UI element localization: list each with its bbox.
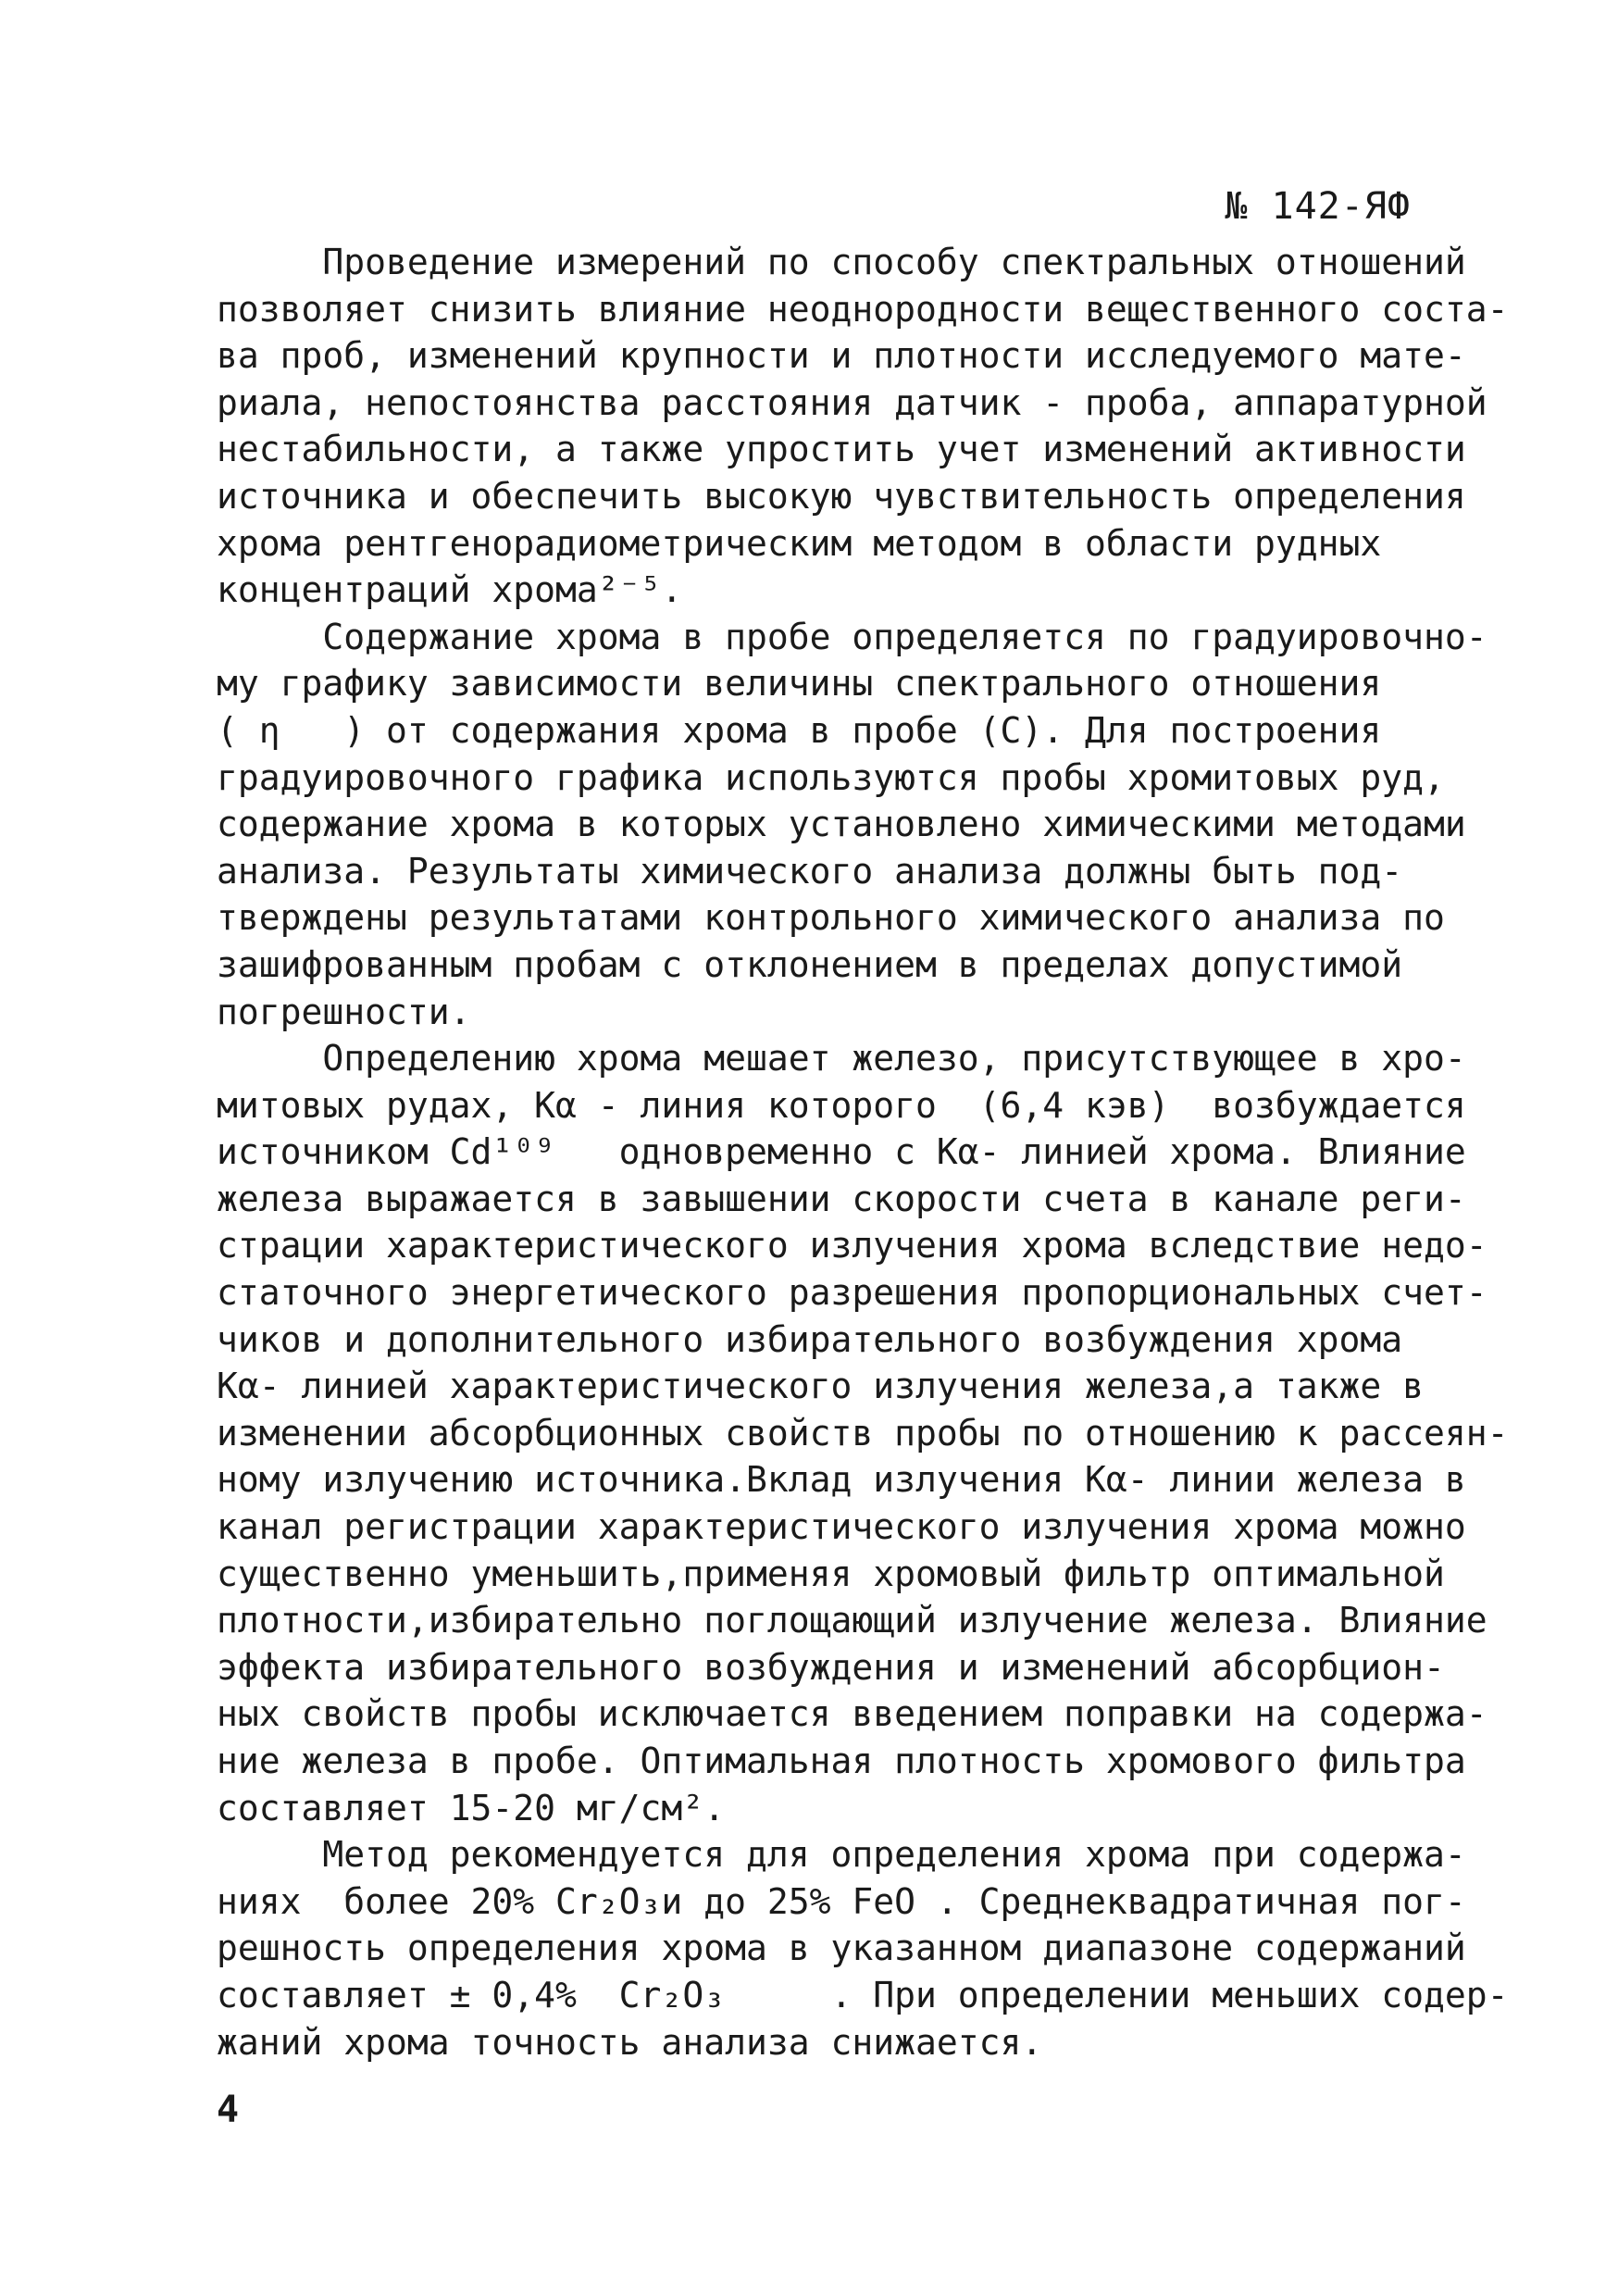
text-line: ние железа в пробе. Оптимальная плотность хромового фильтра — [217, 1741, 1466, 1781]
text-line: Метод рекомендуется для определения хрома при содержа- — [217, 1834, 1466, 1876]
text-line: ному излучению источника.Вклад излучения Kα- линии железа в — [217, 1459, 1466, 1501]
text-line: тверждены результатами контрольного химического анализа по — [217, 897, 1445, 939]
text-line: зашифрованным пробам с отклонением в пределах допустимой — [217, 943, 1403, 985]
text-line: ных свойств пробы исключается введением поправки на содержа- — [217, 1693, 1487, 1735]
text-line: митовых рудах, Kα - линия которого (6,4 кэв) возбуждается — [217, 1084, 1466, 1126]
page-number: 4 — [217, 2089, 240, 2131]
text-line: концентраций хрома²⁻⁵. — [217, 569, 683, 611]
text-line: изменении абсорбционных свойств пробы по отношению к рассеян- — [217, 1412, 1509, 1454]
text-line: плотности,избирательно поглощающий излучение железа. Влияние — [217, 1600, 1487, 1641]
text-line: ниях более 20% Cr₂O₃и до 25% FeO . Среднеквадратичная пог- — [217, 1880, 1466, 1922]
text-line: градуировочного графика используются пробы хромитовых руд, — [217, 756, 1445, 798]
text-line: канал регистрации характеристического излучения хрома можно — [217, 1506, 1466, 1548]
document-number: № 142-ЯФ — [1225, 185, 1411, 228]
text-line: Проведение измерений по способу спектральных отношений — [217, 242, 1466, 282]
text-line: хрома рентгенорадиометрическим методом в области рудных — [217, 522, 1382, 564]
text-line: источника и обеспечить высокую чувствительность определения — [217, 475, 1466, 517]
text-line: Определению хрома мешает железо, присутствующее в хро- — [217, 1038, 1466, 1079]
text-line: нестабильности, а также упростить учет изменений активности — [217, 429, 1466, 470]
text-line: му графику зависимости величины спектрального отношения — [217, 663, 1382, 705]
text-line: источником Cd¹⁰⁹ одновременно с Kα- линией хрома. Влияние — [217, 1131, 1466, 1173]
text-line: железа выражается в завышении скорости счета в канале реги- — [217, 1178, 1466, 1219]
text-line: составляет ± 0,4% Cr₂O₃ . При определении меньших содер- — [217, 1974, 1509, 2015]
text-line: содержание хрома в которых установлено химическими методами — [217, 804, 1466, 845]
text-line: анализа. Результаты химического анализа должны быть под- — [217, 850, 1403, 892]
body-text — [217, 239, 1509, 2065]
text-line: позволяет снизить влияние неоднородности вещественного соста- — [217, 288, 1509, 330]
text-line: ( η ) от содержания хрома в пробе (С). Для построения — [217, 709, 1382, 751]
text-line: статочного энергетического разрешения пропорциональных счет- — [217, 1272, 1487, 1314]
text-line: жаний хрома точность анализа снижается. — [217, 2021, 1043, 2063]
text-line: Содержание хрома в пробе определяется по градуировочно- — [217, 616, 1487, 657]
text-line: ва проб, изменений крупности и плотности исследуемого мате- — [217, 335, 1466, 377]
text-line: чиков и дополнительного избирательного возбуждения хрома — [217, 1318, 1403, 1360]
text-line: решность определения хрома в указанном диапазоне содержаний — [217, 1928, 1466, 1969]
text-line: существенно уменьшить,применяя хромовый фильтр оптимальной — [217, 1553, 1445, 1594]
text-line: составляет 15-20 мг/см². — [217, 1787, 726, 1828]
text-line: эффекта избирательного возбуждения и изменений абсорбцион- — [217, 1646, 1445, 1688]
text-line: страции характеристического излучения хрома вследствие недо- — [217, 1225, 1487, 1267]
text-line: погрешности. — [217, 991, 471, 1032]
text-line: риала, непостоянства расстояния датчик - проба, аппаратурной — [217, 381, 1487, 423]
text-line: Kα- линией характеристического излучения железа,а также в — [217, 1366, 1425, 1407]
